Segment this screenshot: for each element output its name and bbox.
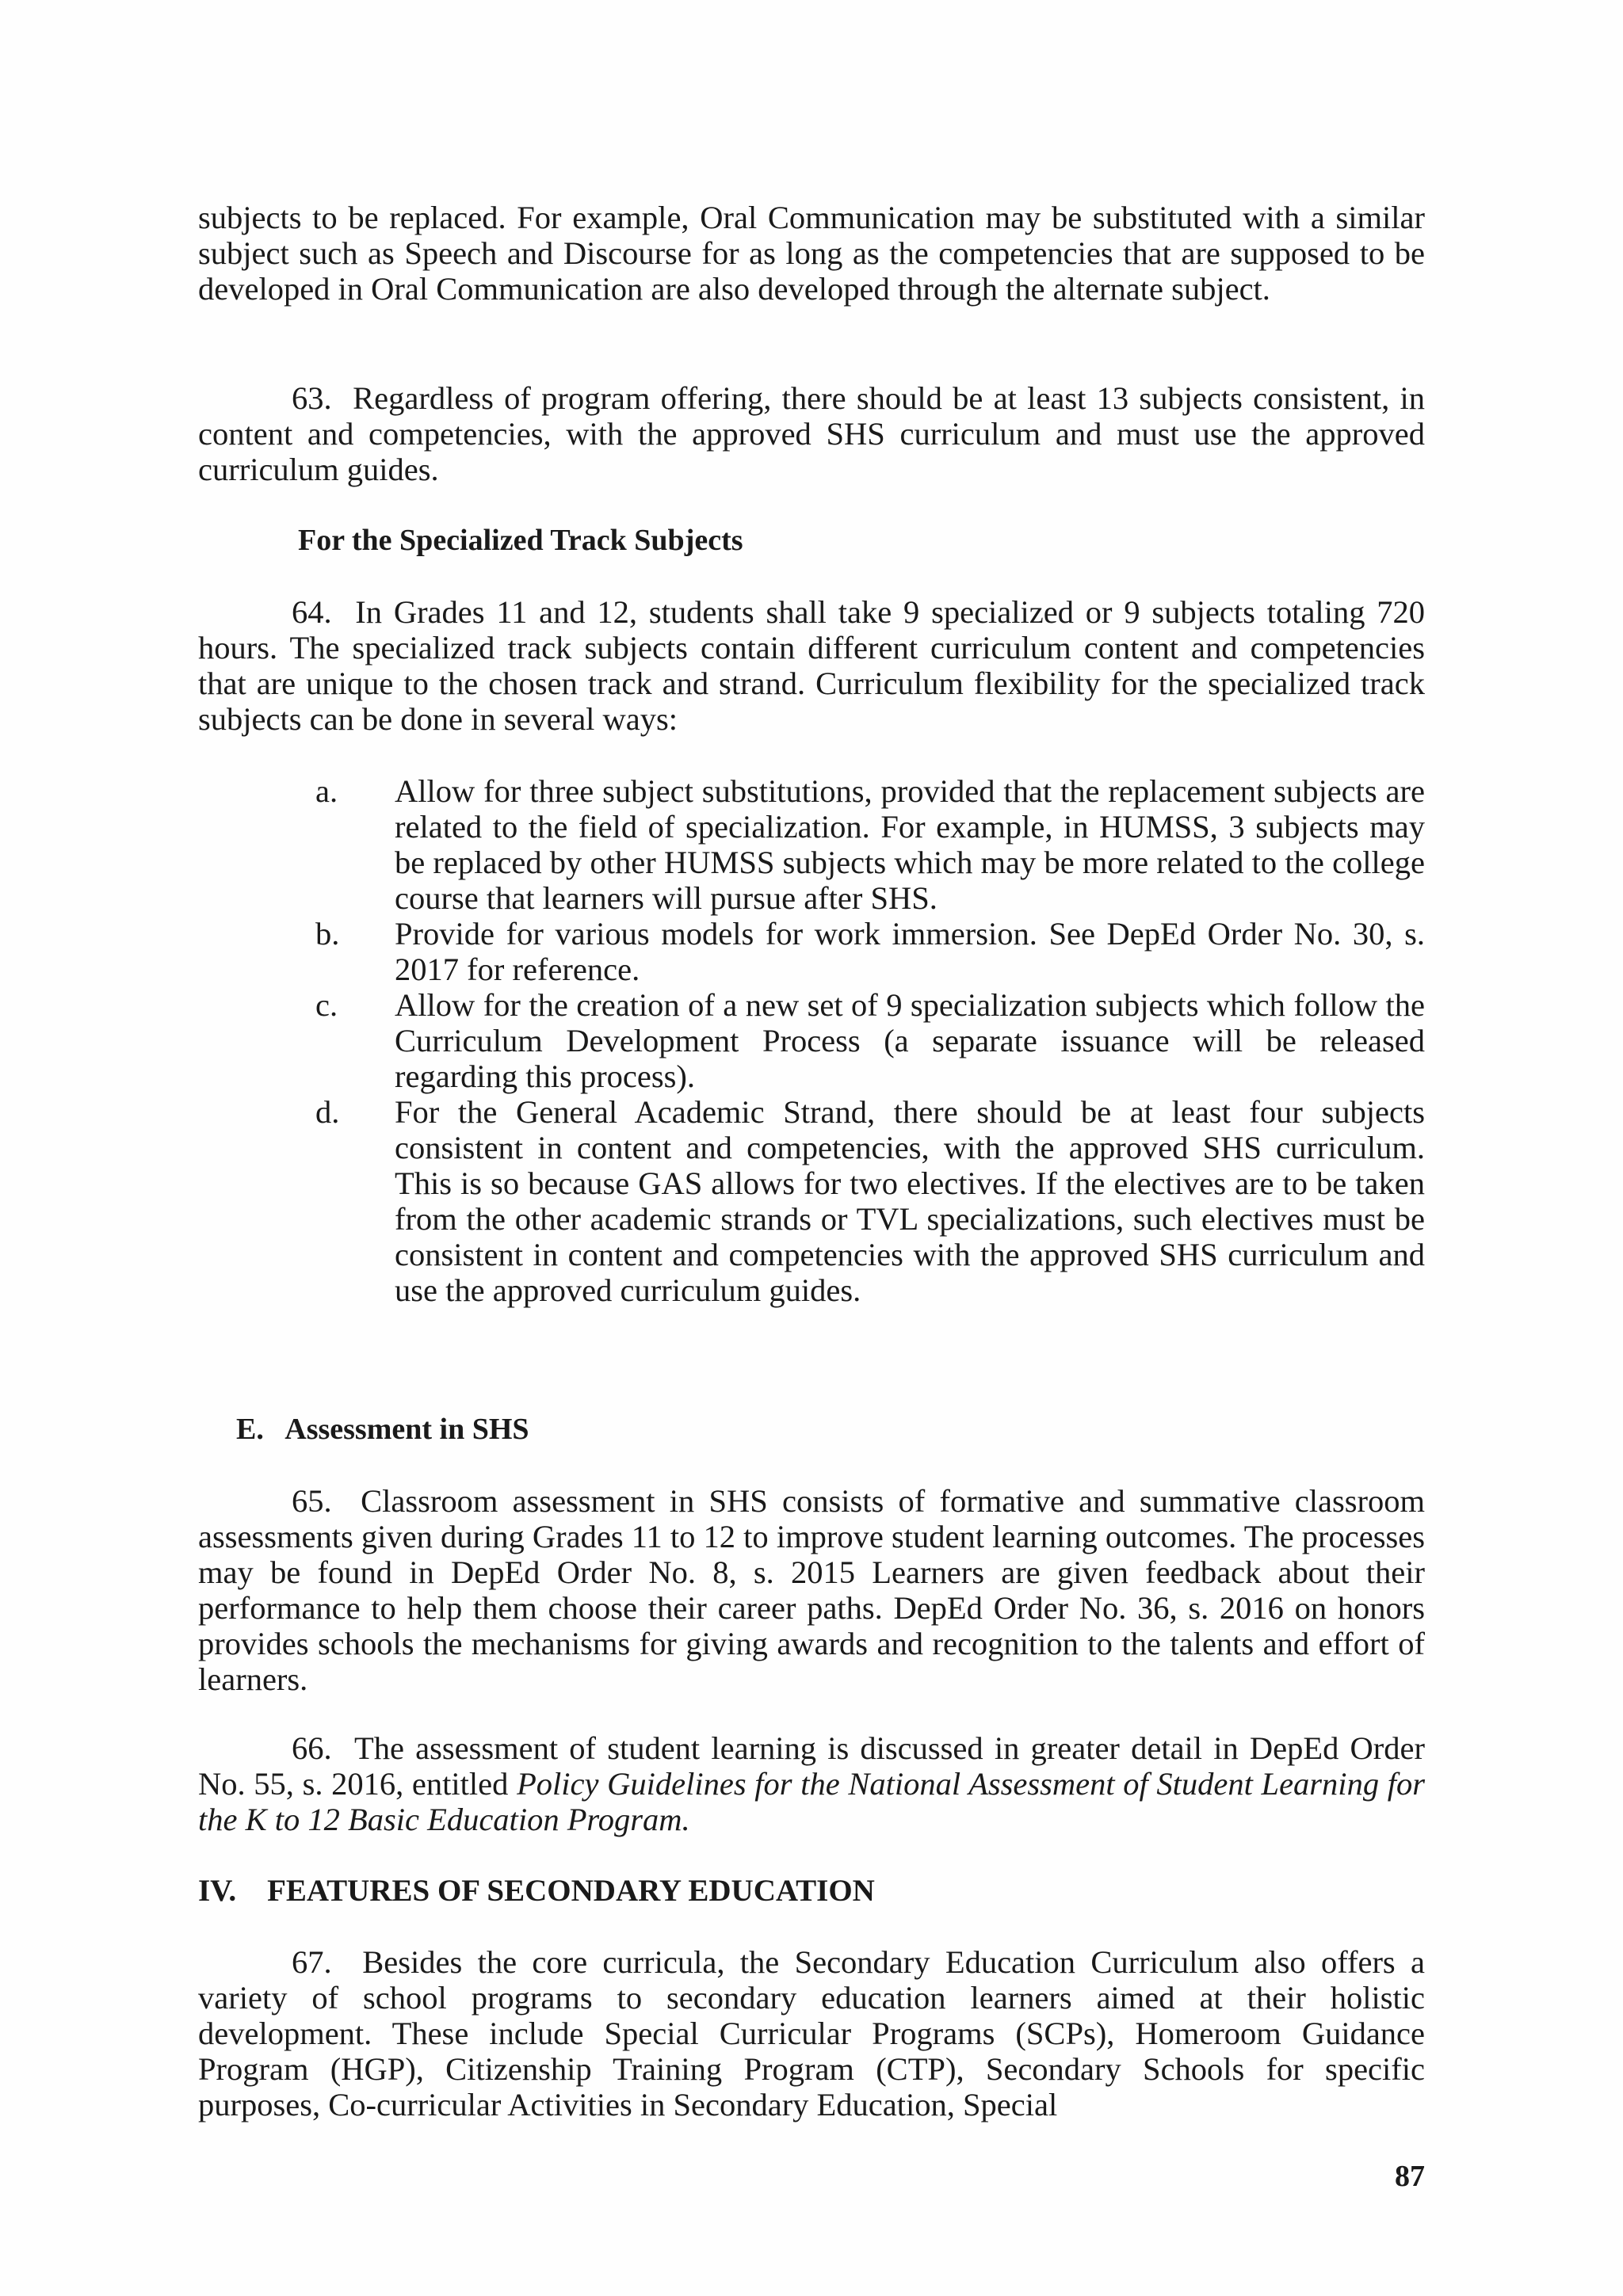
paragraph-number: 64. <box>292 594 332 630</box>
heading-assessment-in-shs: E. Assessment in SHS <box>236 1413 529 1446</box>
paragraph-63: 63. Regardless of program offering, there should be at least 13 subjects consistent, in content and competencies, with the approved SHS curriculum and must use the approved curriculum guides. <box>198 380 1425 487</box>
paragraph-number: 63. <box>292 380 332 416</box>
paragraph-67: 67. Besides the core curricula, the Secondary Education Curriculum also offers a variety of school programs to secondary education learners aimed at their holistic development. These include Special Curricular Programs (SCPs), Homeroom Guidance Program (HGP), Citizenship Training Program (CTP), Secondary Schools for specific purposes, Co-curricular Activities in Secondary Education, Special <box>198 1944 1425 2122</box>
list-marker: b. <box>315 916 340 952</box>
list-item: c. Allow for the creation of a new set of 9 specialization subjects which follow the Curriculum Development Process (a separate issuance will be released regarding this process). <box>315 987 1425 1094</box>
paragraph-number: 67. <box>292 1944 332 1980</box>
paragraph-number: 65. <box>292 1483 332 1519</box>
paragraph-66: 66. The assessment of student learning is discussed in greater detail in DepEd Order No. 55, s. 2016, entitled Policy Guidelines for the National Assessment of Student Learning for the K to 12 Basic Education Program. <box>198 1730 1426 1837</box>
list-marker: d. <box>315 1094 340 1130</box>
list-marker: c. <box>315 987 338 1023</box>
paragraph-65: 65. Classroom assessment in SHS consists of formative and summative classroom assessments given during Grades 11 to 12 to improve student learning outcomes. The processes may be found in DepEd Order No. 8, s. 2015 Learners are given feedback about their performance to help them choose their career paths. DepEd Order No. 36, s. 2016 on honors provides schools the mechanisms for giving awards and recognition to the talents and effort of learners. <box>198 1483 1426 1697</box>
list-item: b. Provide for various models for work immersion. See DepEd Order No. 30, s. 2017 for reference. <box>315 916 1425 987</box>
heading-specialized-track: For the Specialized Track Subjects <box>298 524 743 557</box>
paragraph-intro: subjects to be replaced. For example, Oral Communication may be substituted with a similar subject such as Speech and Discourse for as long as the competencies that are supposed to be developed in Oral Communication are also developed through the alternate subject. <box>198 200 1425 307</box>
paragraph-number: 66. <box>292 1730 332 1766</box>
page-number: 87 <box>1395 2160 1425 2193</box>
paragraph-64: 64. In Grades 11 and 12, students shall take 9 specialized or 9 subjects totaling 720 hours. The specialized track subjects contain different curriculum content and competencies that are unique to the chosen track and strand. Curriculum flexibility for the specialized track subjects can be done in several ways: <box>198 594 1426 737</box>
referenced-document-title: Policy Guidelines for the National Assessment of Student Learning for the K to 12 Basic Education Program. <box>198 1766 1425 1837</box>
list-marker: a. <box>315 773 338 809</box>
heading-features-secondary-education: IV. FEATURES OF SECONDARY EDUCATION <box>198 1874 875 1908</box>
flexibility-list <box>198 773 1425 1308</box>
list-item: d. For the General Academic Strand, there should be at least four subjects consistent in content and competencies, with the approved SHS curriculum. This is so because GAS allows for two electives. If the electives are to be taken from the other academic strands or TVL specializations, such electives must be consistent in content and competencies with the approved SHS curriculum and use the approved curriculum guides. <box>315 1094 1425 1308</box>
list-item: a. Allow for three subject substitutions, provided that the replacement subjects are related to the field of specialization. For example, in HUMSS, 3 subjects may be replaced by other HUMSS subjects which may be more related to the college course that learners will pursue after SHS. <box>315 773 1425 916</box>
